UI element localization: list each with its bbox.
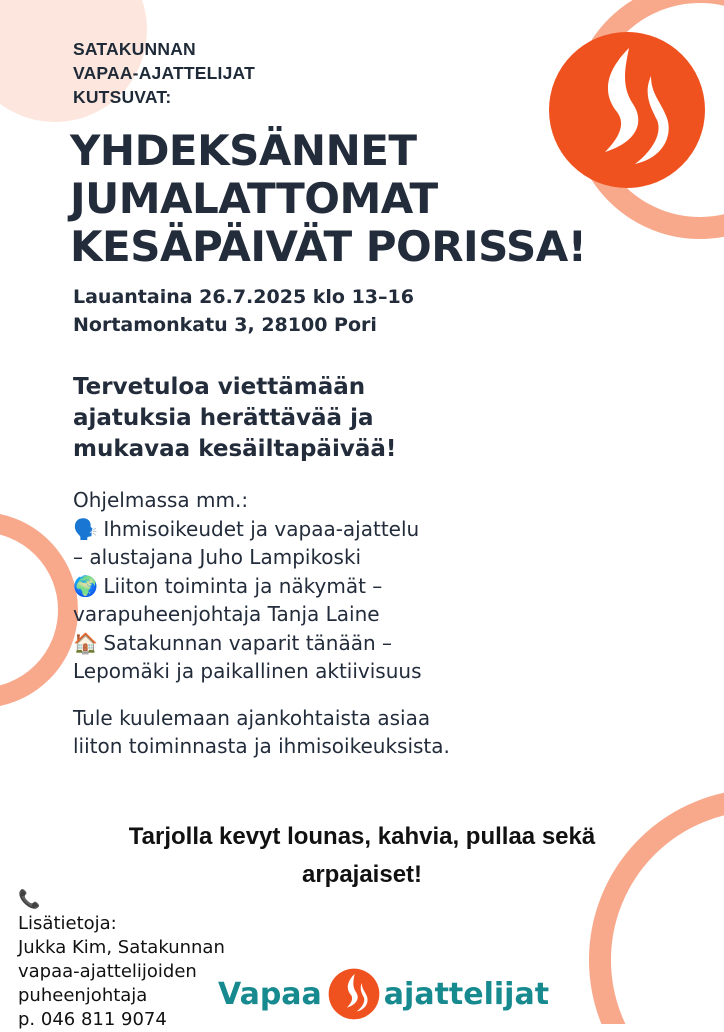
program-list [73,486,422,686]
offer-line: Tarjolla kevyt lounas, kahvia, pullaa sekä [128,823,596,850]
list-item [73,515,422,544]
title-line: JUMALATTOMAT [70,174,438,223]
flame-logo-small-icon [328,968,380,1020]
house-icon: 🏠 [73,630,98,655]
list-item [73,629,422,658]
info-text [73,704,450,760]
program-item-line: varapuheenjohtaja Tanja Laine [73,602,380,626]
brand-right-text: ajattelijat [383,976,550,1012]
welcome-line: Tervetuloa viettämään [73,374,366,400]
event-title [70,127,586,271]
organizer-line: VAPAA-AJATTELIJAT [73,63,255,83]
organizer-line: KUTSUVAT: [73,87,172,107]
program-item-line: Ihmisoikeudet ja vapaa-ajattelu [103,516,420,541]
contact-line: Jukka Kim, Satakunnan [18,937,225,958]
contact-phone: p. 046 811 9074 [18,1009,167,1030]
program-item-line: Liiton toiminta ja näkymät – [103,573,383,598]
title-line: KESÄPÄIVÄT PORISSA! [70,222,587,271]
contact-label: Lisätietoja: [18,913,117,934]
globe-icon: 🌍 [73,573,98,598]
offer-text [40,818,684,894]
info-line: Tule kuulemaan ajankohtaista asiaa [73,706,431,730]
contact-line: puheenjohtaja [18,985,148,1006]
event-address: Nortamonkatu 3, 28100 Pori [73,314,377,336]
speaking-head-icon: 🗣️ [73,516,98,541]
organizer-heading [73,37,255,109]
organizer-line: SATAKUNNAN [73,39,196,59]
left-ring [0,522,68,698]
offer-line: arpajaiset! [301,861,423,888]
contact-info [18,888,225,1032]
welcome-line: mukavaa kesäiltapäivää! [73,436,397,462]
brand-logo [218,963,549,1025]
program-heading: Ohjelmassa mm.: [73,488,249,512]
contact-label-row [18,888,225,936]
welcome-line: ajatuksia herättävää ja [73,405,374,431]
welcome-text [73,372,396,465]
contact-line: vapaa-ajattelijoiden [18,961,197,982]
brand-left-text: Vapaa [218,976,322,1012]
phone-icon: 📞 [18,889,41,910]
info-line: liiton toiminnasta ja ihmisoikeuksista. [73,734,450,758]
list-item [73,572,422,601]
event-details [73,283,414,339]
event-date-time: Lauantaina 26.7.2025 klo 13–16 [73,286,414,308]
program-item-line: Lepomäki ja paikallinen aktiivisuus [73,659,422,683]
title-line: YHDEKSÄNNET [70,126,417,175]
program-item-line: – alustajana Juho Lampikoski [73,545,362,569]
program-item-line: Satakunnan vaparit tänään – [103,630,393,655]
